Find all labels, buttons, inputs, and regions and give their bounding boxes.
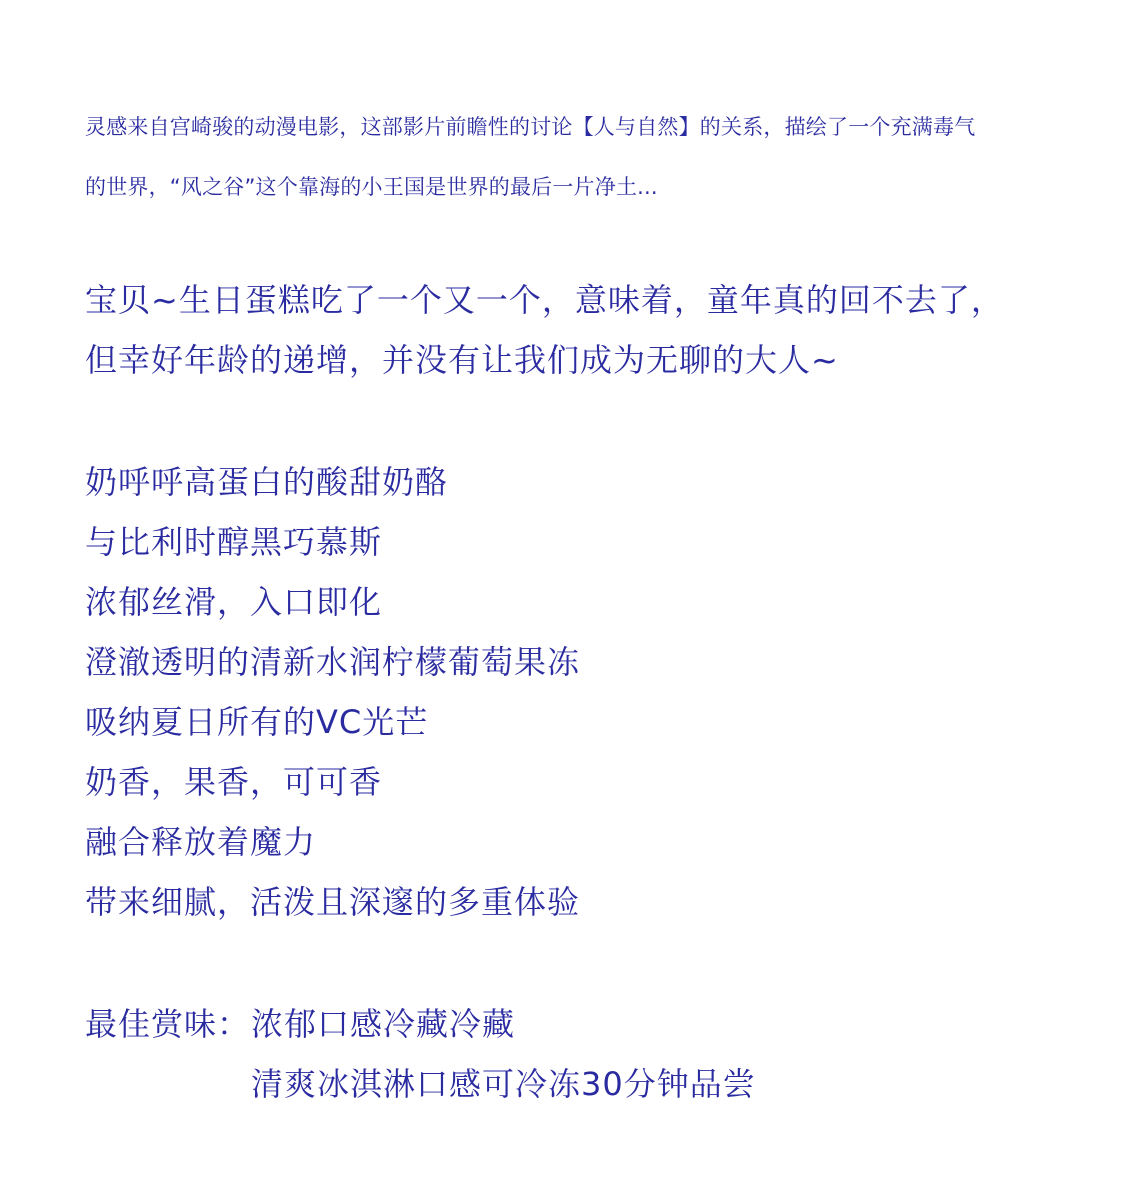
intro-paragraph [85,97,1045,217]
greeting-line: 宝贝~生日蛋糕吃了一个又一个，意味着，童年真的回不去了， [85,281,1004,319]
features-list [85,452,580,932]
feature-line: 带来细腻，活泼且深邃的多重体验 [85,883,581,921]
intro-line: 灵感来自宫崎骏的动漫电影，这部影片前瞻性的讨论【人与自然】的关系，描绘了一个充满毒气 [85,115,976,139]
tasting-row-1 [85,994,756,1054]
greeting-line: 但幸好年龄的递增，并没有让我们成为无聊的大人~ [85,341,839,379]
feature-line: 融合释放着魔力 [85,823,317,861]
intro-line: 的世界，“风之谷”这个靠海的小王国是世界的最后一片净土... [85,175,658,199]
feature-line: 浓郁丝滑，入口即化 [85,583,383,621]
tasting-line-frozen: 清爽冰淇淋口感可冷冻30分钟品尝 [251,1065,756,1103]
feature-line: 吸纳夏日所有的VC光芒 [85,703,429,741]
tasting-line-chilled: 浓郁口感冷藏冷藏 [251,1005,516,1043]
tasting-section [85,994,756,1114]
tasting-row-2 [85,1054,756,1114]
feature-line: 澄澈透明的清新水润柠檬葡萄果冻 [85,643,581,681]
greeting-paragraph [85,270,1004,390]
feature-line: 与比利时醇黑巧慕斯 [85,523,383,561]
tasting-label-spacer [85,1054,251,1114]
feature-line: 奶呼呼高蛋白的酸甜奶酪 [85,463,449,501]
feature-line: 奶香，果香，可可香 [85,763,383,801]
tasting-label: 最佳赏味： [85,1005,251,1043]
